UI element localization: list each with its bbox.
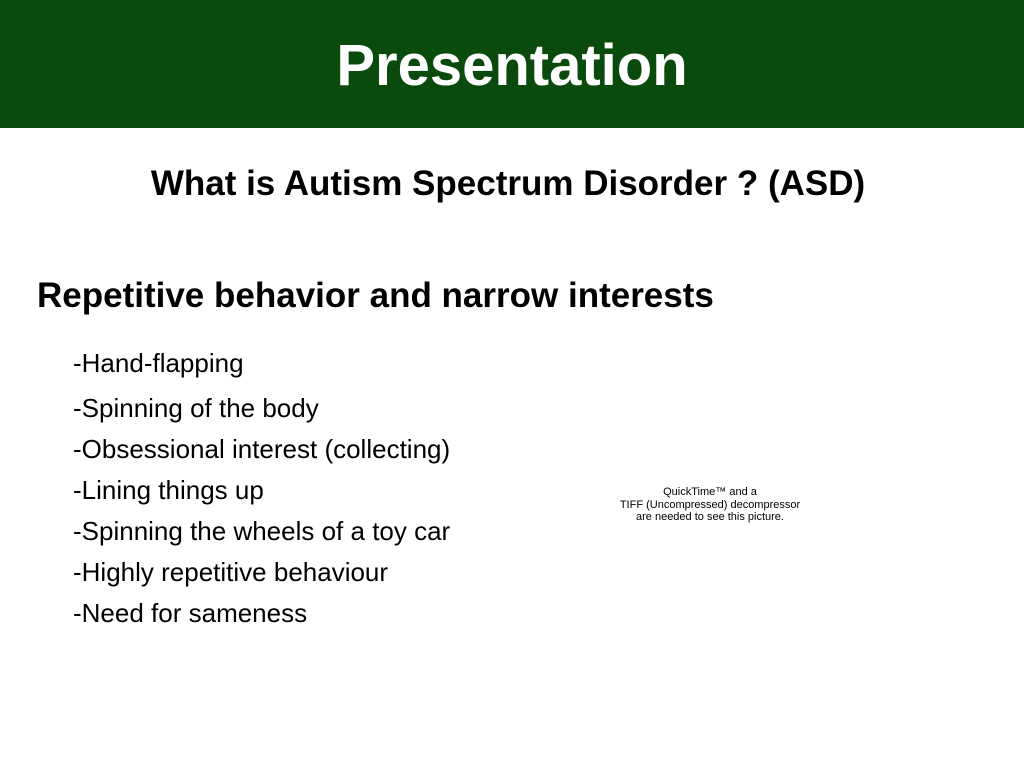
list-item-lining-things-up: -Lining things up <box>73 475 264 505</box>
placeholder-line: are needed to see this picture. <box>636 511 784 523</box>
list-item-repetitive-behaviour: -Highly repetitive behaviour <box>73 557 389 587</box>
list-item-hand-flapping: -Hand-flapping <box>73 348 244 378</box>
placeholder-line: QuickTime™ and a <box>663 486 757 498</box>
list-item-obsessional-interest: -Obsessional interest (collecting) <box>73 434 451 464</box>
placeholder-line: TIFF (Uncompressed) decompressor <box>619 498 801 511</box>
list-item-spinning-body: -Spinning of the body <box>73 393 319 423</box>
list-item-spinning-wheels: -Spinning the wheels of a toy car <box>73 516 451 546</box>
image-placeholder <box>560 486 860 530</box>
header-bar <box>0 0 1024 128</box>
slide-title: Presentation <box>336 33 688 98</box>
list-item-need-for-sameness: -Need for sameness <box>73 598 308 628</box>
slide-subtitle: What is Autism Spectrum Disorder ? (ASD) <box>150 164 866 203</box>
section-heading: Repetitive behavior and narrow interests <box>37 276 714 315</box>
